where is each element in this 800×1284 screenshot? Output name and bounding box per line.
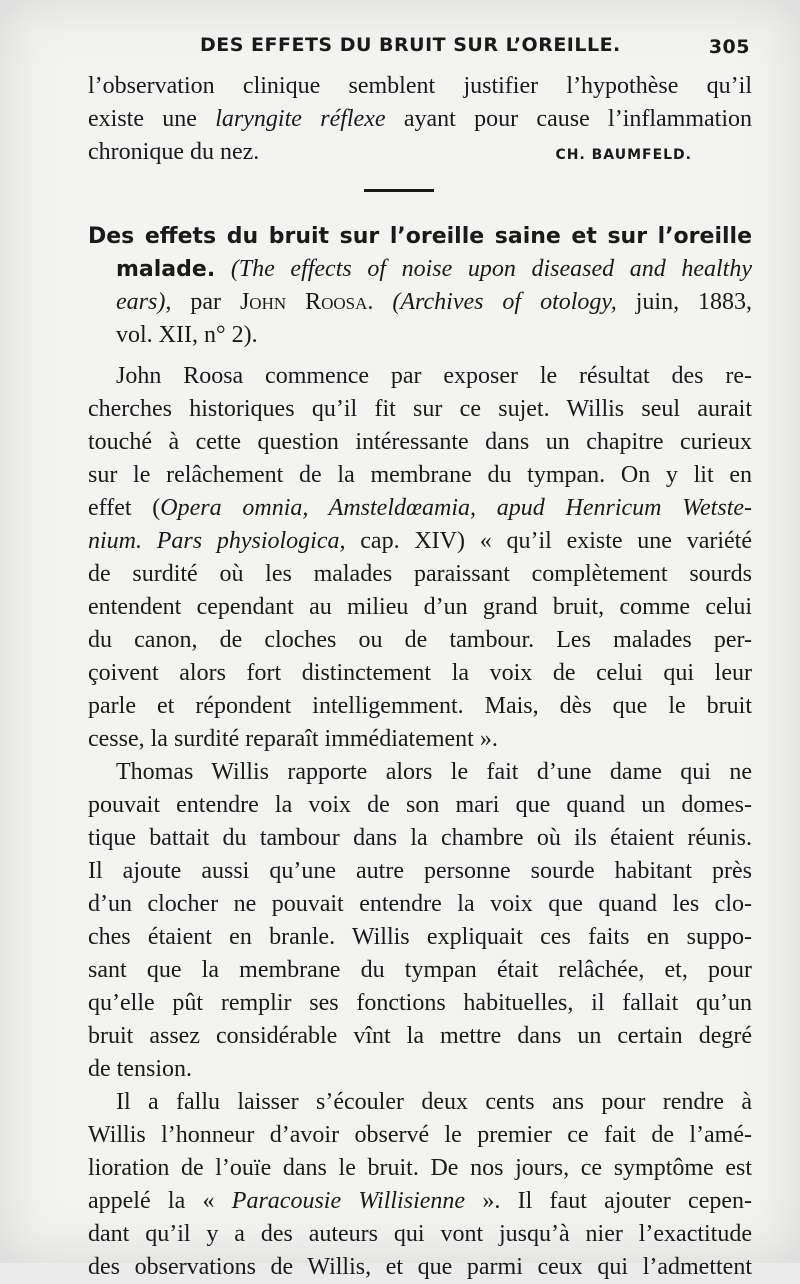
text-line [88, 136, 752, 169]
text-line [88, 525, 752, 558]
text-line: de tension. [88, 1056, 192, 1082]
text-line: l’observation clinique semblent justifier l’hypothèse qu’il [88, 73, 752, 99]
article-title: Des effets du bruit sur l’oreille saine et sur l’oreille [88, 224, 752, 249]
text-line: de surdité où les malades paraissant complètement sourds [88, 561, 752, 587]
text-line: bruit assez considérable vînt la mettre dans un certain degré [88, 1023, 752, 1049]
text-line: Willis l’honneur d’avoir observé le premier ce fait de l’amé- [88, 1122, 752, 1148]
running-title: DES EFFETS DU BRUIT SUR L’OREILLE. [200, 34, 621, 56]
text-segment: chronique du nez. [88, 139, 260, 165]
page-number: 305 [708, 36, 750, 58]
section-divider [364, 189, 434, 192]
text-line [88, 103, 752, 136]
page-content [88, 30, 752, 1284]
text-segment: effet ( [88, 495, 161, 521]
text-line: lioration de l’ouïe dans le bruit. De nos jours, ce symptôme est [88, 1155, 752, 1181]
article-citation-line [88, 286, 752, 319]
text-line: Il a fallu laisser s’écouler deux cents ans pour rendre à [116, 1089, 752, 1115]
text-line: çoivent alors fort distinctement la voix de celui qui leur [88, 660, 752, 686]
english-title: (The effects of noise upon diseased and healthy [230, 256, 753, 282]
text-line: dant qu’il y a des auteurs qui vont jusqu’à nier l’exactitude [88, 1221, 752, 1247]
text-line: Thomas Willis rapporte alors le fait d’une dame qui ne [116, 759, 752, 785]
text-segment: par [190, 289, 221, 315]
article-title-end: malade. [116, 257, 216, 282]
term-paracousie: Paracousie Willisienne [231, 1188, 466, 1214]
text-line: parle et répondent intelligemment. Mais, dès que le bruit [88, 693, 752, 719]
publication-date: juin, 1883, [635, 289, 753, 315]
spacer [88, 352, 752, 360]
text-line: touché à cette question intéressante dans un chapitre curieux [88, 429, 752, 455]
text-line: des observations de Willis, et que parmi ceux qui l’admettent [88, 1254, 752, 1280]
article-title-line [88, 253, 752, 286]
text-segment: ayant pour cause l’inflammation [403, 106, 752, 132]
text-line [88, 492, 752, 525]
author-signature: CH. BAUMFELD. [555, 147, 692, 163]
text-line: pouvait entendre la voix de son mari que quand un domes- [88, 792, 752, 818]
text-line: entendent cependant au milieu d’un grand bruit, comme celui [88, 594, 752, 620]
text-line: qu’elle pût remplir ses fonctions habituelles, il fallait qu’un [88, 990, 752, 1016]
text-line: John Roosa commence par exposer le résultat des re- [116, 363, 752, 389]
latin-citation: Opera omnia, Amsteldœamia, apud Henricum Wetste- [160, 495, 753, 521]
text-segment: existe une [88, 106, 197, 132]
text-line: cesse, la surdité reparaît immédiatement ». [88, 726, 498, 752]
text-segment: cap. XIV) « qu’il existe une variété [360, 528, 752, 554]
text-line [88, 1185, 752, 1218]
journal-name: (Archives of otology, [392, 289, 617, 315]
text-line: d’un clocher ne pouvait entendre la voix que quand les clo- [88, 891, 752, 917]
italic-term: laryngite réflexe [215, 106, 386, 132]
text-line: tique battait du tambour dans la chambre où ils étaient réunis. [88, 825, 752, 851]
text-line: ches étaient en branle. Willis expliquait ces faits en suppo- [88, 924, 752, 950]
latin-citation-end: nium. Pars physiologica, [88, 528, 346, 554]
text-line: sur le relâchement de la membrane du tympan. On y lit en [88, 462, 752, 488]
text-segment: ». Il faut ajouter cepen- [482, 1188, 753, 1214]
text-line: cherches historiques qu’il fit sur ce sujet. Willis seul aurait [88, 396, 752, 422]
text-line: du canon, de cloches ou de tambour. Les malades per- [88, 627, 752, 653]
text-line: Il ajoute aussi qu’une autre personne sourde habitant près [88, 858, 752, 884]
running-head [88, 30, 752, 70]
author-name: John Roosa. [239, 289, 374, 315]
text-segment: appelé la « [88, 1188, 215, 1214]
text-line: sant que la membrane du tympan était relâchée, et, pour [88, 957, 752, 983]
volume-line: vol. XII, n° 2). [116, 322, 258, 348]
english-title-end: ears), [116, 289, 172, 315]
